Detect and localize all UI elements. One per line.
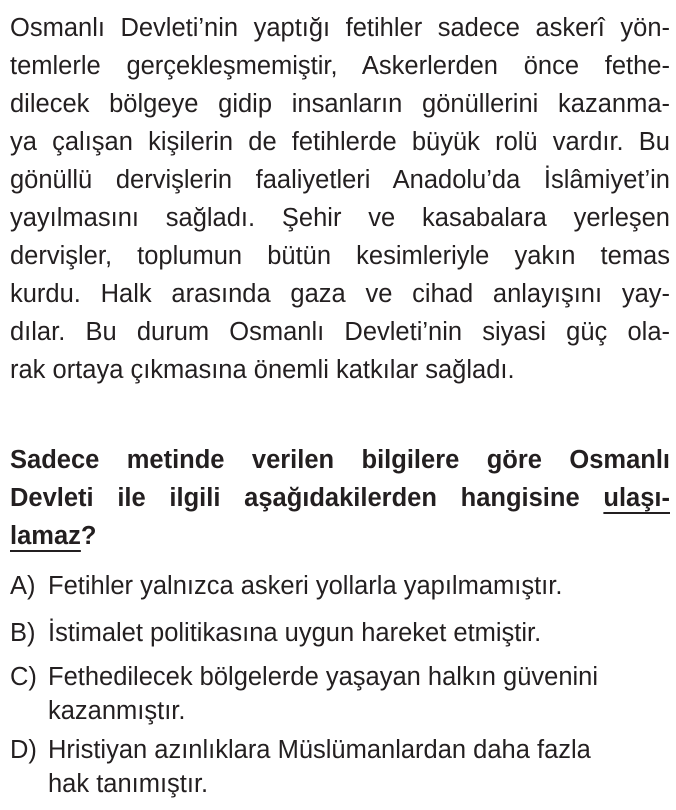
option-line: İstimalet politikasına uygun hareket etmiştir. bbox=[48, 619, 542, 647]
question-line: Sadece metinde verilen bilgilere göre Osmanlı bbox=[10, 446, 670, 474]
passage-line: temlerle gerçekleşmemiştir, Askerlerden önce fethe- bbox=[10, 52, 670, 80]
passage-line: kurdu. Halk arasında gaza ve cihad anlayışını yay- bbox=[10, 280, 670, 308]
option-letter: C) bbox=[10, 663, 37, 691]
option-line: kazanmıştır. bbox=[48, 697, 186, 725]
passage-line: yayılmasını sağladı. Şehir ve kasabalara yerleşen bbox=[10, 204, 670, 232]
passage-line: dılar. Bu durum Osmanlı Devleti’nin siyasi güç ola- bbox=[10, 318, 670, 346]
question-line bbox=[10, 479, 670, 517]
question-mark: ? bbox=[80, 522, 97, 550]
option-text bbox=[48, 733, 670, 801]
passage-line: gönüllü dervişlerin faaliyetleri Anadolu’da İslâmiyet’in bbox=[10, 166, 670, 194]
option-line: Hristiyan azınlıklara Müslümanlardan daha fazla bbox=[48, 736, 591, 764]
question-emphasis: lamaz bbox=[10, 522, 81, 550]
option-line: hak tanımıştır. bbox=[48, 770, 209, 798]
question-emphasis: ulaşı- bbox=[603, 484, 670, 512]
option-letter: D) bbox=[10, 736, 37, 764]
passage-line: rak ortaya çıkmasına önemli katkılar sağladı. bbox=[10, 356, 515, 384]
option-text bbox=[48, 660, 670, 728]
option-line: Fethedilecek bölgelerde yaşayan halkın güvenini bbox=[48, 663, 599, 691]
option-letter: B) bbox=[10, 619, 36, 647]
passage-line: Osmanlı Devleti’nin yaptığı fetihler sadece askerî yön- bbox=[10, 14, 670, 42]
option-text bbox=[48, 569, 670, 603]
passage-line: dilecek bölgeye gidip insanların gönüllerini kazanma- bbox=[10, 90, 670, 118]
question-text: Devleti ile ilgili aşağıdakilerden hangisine bbox=[10, 484, 604, 512]
option-line: Fetihler yalnızca askeri yollarla yapılmamıştır. bbox=[48, 572, 563, 600]
passage-line: ya çalışan kişilerin de fetihlerde büyük rolü vardır. Bu bbox=[10, 128, 670, 156]
passage-line: dervişler, toplumun bütün kesimleriyle yakın temas bbox=[10, 242, 670, 270]
option-letter: A) bbox=[10, 572, 36, 600]
question-line bbox=[10, 517, 670, 555]
option-text bbox=[48, 616, 670, 650]
